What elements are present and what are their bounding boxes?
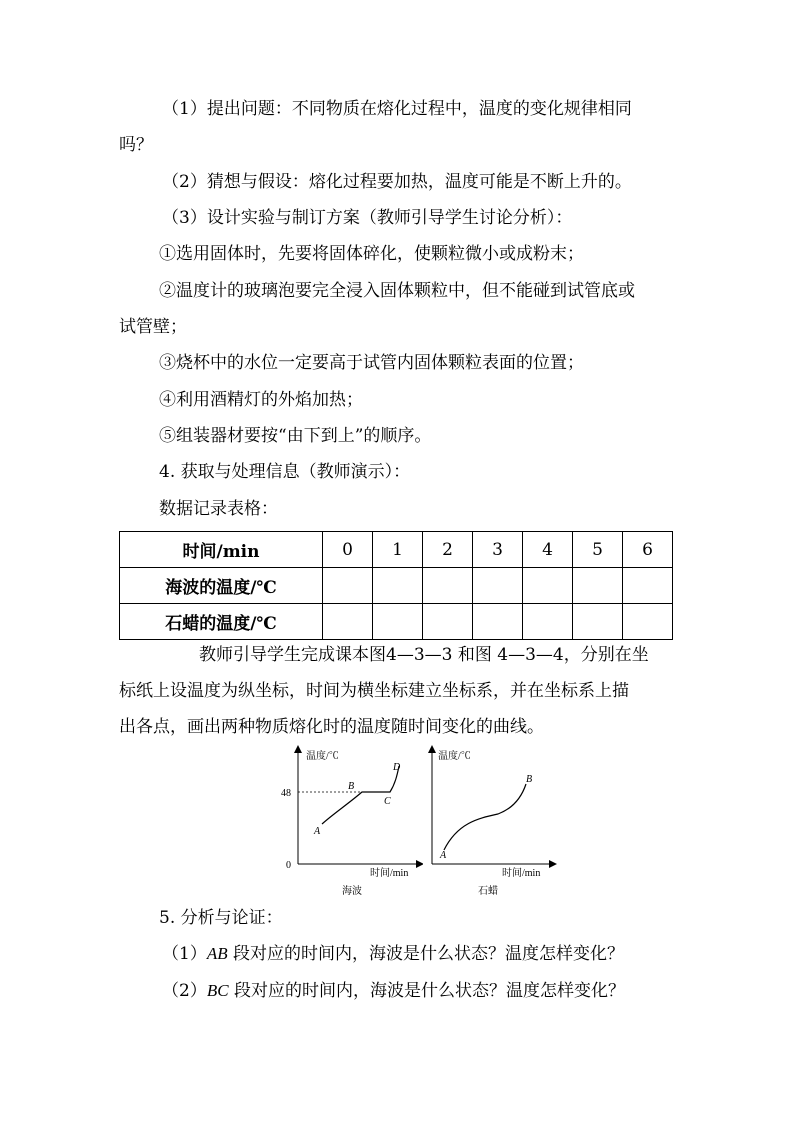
chart-haibo-origin: 0 xyxy=(286,860,291,871)
table-cell xyxy=(573,568,623,604)
para-instruction: 教师引导学生完成课本图4—3—3 和图 4—3—4，分别在坐 xyxy=(199,645,649,665)
chart-shila-ylabel: 温度/℃ xyxy=(438,751,471,762)
prefix: （2） xyxy=(162,981,207,1001)
chart-shila-point-b: B xyxy=(526,774,533,785)
data-record-table xyxy=(119,531,673,640)
chart-haibo-ytick: 48 xyxy=(281,788,291,799)
chart-shila xyxy=(418,744,563,904)
table-cell xyxy=(323,568,373,604)
chart-haibo xyxy=(278,744,423,904)
question-text: 段对应的时间内，海波是什么状态？温度怎样变化？ xyxy=(228,981,625,1001)
para-step-2: ②温度计的玻璃泡要完全浸入固体颗粒中，但不能碰到试管底或 xyxy=(159,281,635,301)
chart-shila-point-a: A xyxy=(440,850,447,861)
chart-shila-curve xyxy=(444,784,526,850)
table-time-cell: 4 xyxy=(523,532,573,568)
table-time-cell: 2 xyxy=(423,532,473,568)
para-step-4: ④利用酒精灯的外焰加热； xyxy=(159,390,363,410)
chart-shila-xlabel: 时间/min xyxy=(502,868,541,879)
para-analysis-2 xyxy=(162,979,625,1003)
table-row-label: 海波的温度/℃ xyxy=(120,568,323,604)
table-time-cell: 5 xyxy=(573,532,623,568)
segment-label: AB xyxy=(206,944,228,963)
table-cell xyxy=(373,604,423,640)
chart-haibo-point-a: A xyxy=(314,826,321,837)
segment-label: BC xyxy=(206,981,229,1000)
chart-haibo-point-c: C xyxy=(384,796,391,807)
para-step-1: ①选用固体时，先要将固体碎化，使颗粒微小或成粉末； xyxy=(159,244,584,264)
question-text: 段对应的时间内，海波是什么状态？温度怎样变化？ xyxy=(227,944,625,964)
section-heading-5: 5. 分析与论证： xyxy=(159,908,283,928)
table-time-cell: 3 xyxy=(473,532,523,568)
chart-haibo-curve xyxy=(322,766,399,824)
section-heading-4: 4. 获取与处理信息（教师演示）： xyxy=(159,462,411,482)
table-row-label: 石蜡的温度/℃ xyxy=(120,604,323,640)
table-header-row xyxy=(120,532,673,568)
para-hypothesis: （2）猜想与假设：熔化过程要加热，温度可能是不断上升的。 xyxy=(162,172,632,192)
para-design: （3）设计实验与制订方案（教师引导学生讨论分析）： xyxy=(162,208,573,228)
para-step-5: ⑤组装器材要按“由下到上”的顺序。 xyxy=(159,426,432,446)
chart-haibo-title: 海波 xyxy=(342,886,362,897)
table-cell xyxy=(623,568,673,604)
table-cell xyxy=(473,568,523,604)
chart-haibo-ylabel: 温度/℃ xyxy=(306,751,339,762)
chart-haibo-xlabel: 时间/min xyxy=(370,868,409,879)
table-cell xyxy=(423,604,473,640)
table-cell xyxy=(373,568,423,604)
para-step-3: ③烧杯中的水位一定要高于试管内固体颗粒表面的位置； xyxy=(159,353,584,373)
para-question-1: （1）提出问题：不同物质在熔化过程中，温度的变化规律相同 xyxy=(162,99,632,119)
para-step-2-cont: 试管壁； xyxy=(119,317,187,337)
para-instruction-cont-2: 出各点，画出两种物质熔化时的温度随时间变化的曲线。 xyxy=(119,717,544,737)
para-analysis-1 xyxy=(162,942,624,966)
table-cell xyxy=(623,604,673,640)
table-cell xyxy=(573,604,623,640)
para-instruction-cont-1: 标纸上设温度为纵坐标，时间为横坐标建立坐标系，并在坐标系上描 xyxy=(119,681,629,701)
chart-haibo-point-b: B xyxy=(348,781,355,792)
table-row xyxy=(120,568,673,604)
chart-haibo-point-d: D xyxy=(393,762,401,773)
table-cell xyxy=(423,568,473,604)
table-caption: 数据记录表格： xyxy=(159,499,278,519)
table-cell xyxy=(523,568,573,604)
table-time-cell: 0 xyxy=(323,532,373,568)
chart-shila-title: 石蜡 xyxy=(478,886,498,897)
table-cell xyxy=(473,604,523,640)
table-cell xyxy=(523,604,573,640)
prefix: （1） xyxy=(162,944,207,964)
table-row xyxy=(120,604,673,640)
table-time-cell: 1 xyxy=(373,532,423,568)
table-header-label: 时间/min xyxy=(120,532,323,568)
para-question-1-cont: 吗？ xyxy=(119,135,153,155)
table-time-cell: 6 xyxy=(623,532,673,568)
table-cell xyxy=(323,604,373,640)
